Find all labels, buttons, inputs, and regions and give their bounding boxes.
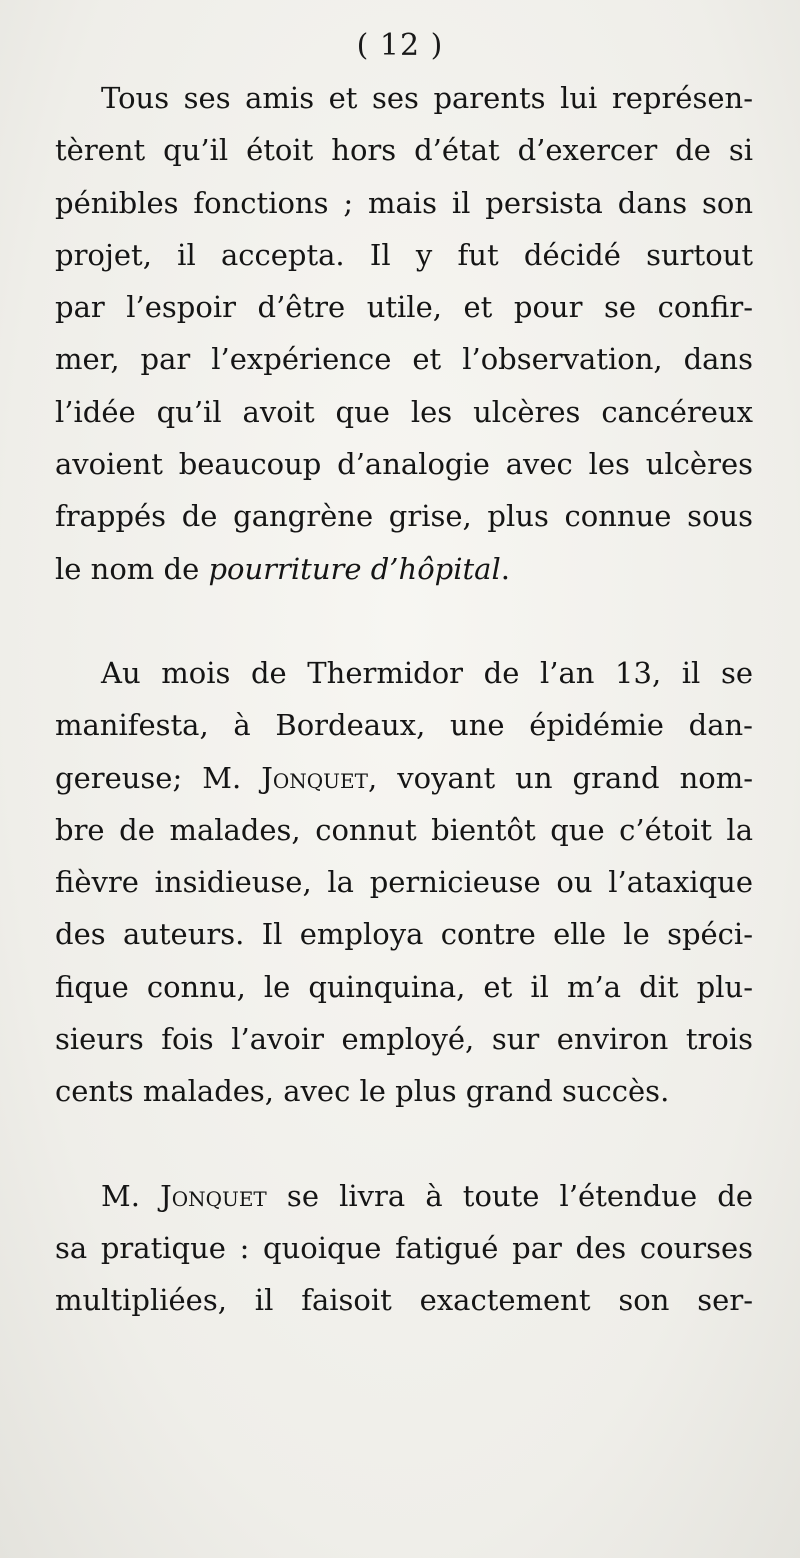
text-line: fièvre insidieuse, la pernicieuse ou l’ataxique <box>55 865 753 900</box>
text-line: projet, il accepta. Il y fut décidé surtout <box>55 237 753 272</box>
text-line <box>55 752 753 804</box>
text-line: l’idée qu’il avoit que les ulcères cancéreux <box>55 394 753 429</box>
body-text <box>55 72 753 1327</box>
text-fragment: M. <box>101 1178 161 1213</box>
text-line: sieurs fois l’avoir employé, sur environ trois <box>55 1022 753 1057</box>
text-line: mer, par l’expérience et l’observation, dans <box>55 342 753 377</box>
paragraph-gap <box>55 1118 753 1170</box>
text-fragment: le nom de <box>55 551 209 586</box>
text-line: Au mois de Thermidor de l’an 13, il se <box>101 655 753 690</box>
text-line: tèrent qu’il étoit hors d’état d’exercer de si <box>55 133 753 168</box>
text-line: pénibles fonctions ; mais il persista dans son <box>55 185 753 220</box>
text-line: des auteurs. Il employa contre elle le spéci- <box>55 917 753 952</box>
text-line: cents malades, avec le plus grand succès. <box>55 1074 670 1109</box>
paragraph-gap <box>55 595 753 647</box>
person-name: Jonquet <box>261 760 368 795</box>
text-fragment: se livra à toute l’étendue de <box>266 1178 753 1213</box>
text-line <box>55 1170 753 1222</box>
text-line: multipliées, il faisoit exactement son ser- <box>55 1283 753 1318</box>
text-line: fique connu, le quinquina, et il m’a dit plu- <box>55 969 753 1004</box>
person-name: Jonquet <box>160 1178 267 1213</box>
text-line: par l’espoir d’être utile, et pour se confir- <box>55 290 753 325</box>
text-line: Tous ses amis et ses parents lui représen- <box>101 81 753 115</box>
paragraph-2 <box>55 647 753 1118</box>
text-line: avoient beaucoup d’analogie avec les ulcères <box>55 447 753 482</box>
paragraph-3 <box>55 1170 753 1327</box>
text-line: frappés de gangrène grise, plus connue sous <box>55 499 753 534</box>
text-line: sa pratique : quoique fatigué par des courses <box>55 1230 753 1265</box>
page-number: ( 12 ) <box>356 28 444 63</box>
text-fragment: , voyant un grand nom- <box>367 760 754 795</box>
text-line <box>55 543 753 595</box>
text-line: manifesta, à Bordeaux, une épidémie dan- <box>55 708 753 743</box>
paragraph-1 <box>55 72 753 595</box>
text-line: bre de malades, connut bientôt que c’étoit la <box>55 812 753 847</box>
italic-term: pourriture d’hôpital <box>208 551 501 586</box>
text-fragment: . <box>500 551 510 586</box>
text-fragment: gereuse; M. <box>55 760 262 795</box>
